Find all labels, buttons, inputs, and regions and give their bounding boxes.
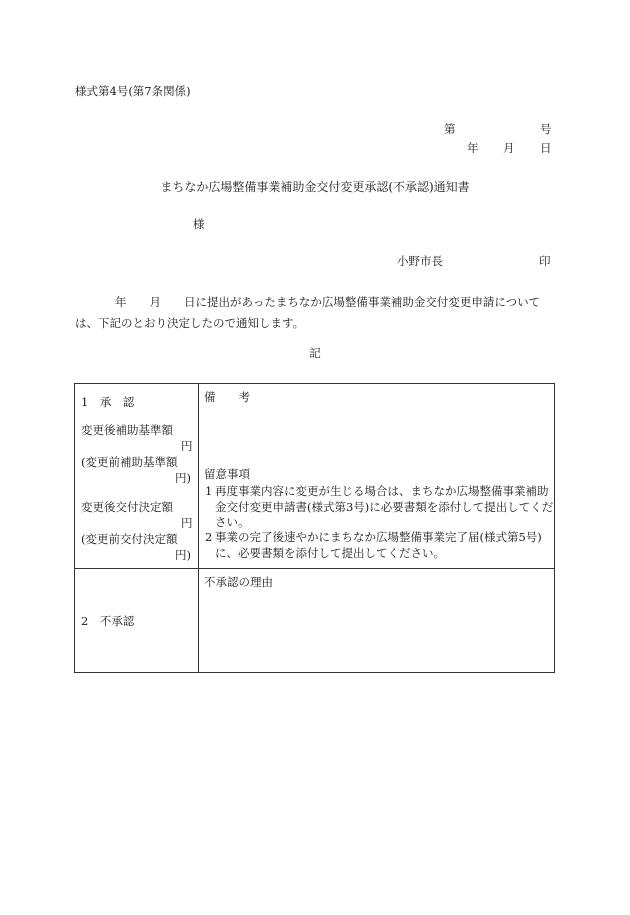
- ki-heading: 記: [309, 346, 321, 360]
- note-item-2-number: 2: [205, 530, 213, 544]
- reject-reason-label: 不承認の理由: [204, 575, 273, 589]
- note-item-2-text: 事業の完了後速やかにまちなか広場整備事業完了届(様式第5号)に、必要書類を添付して提出してください。: [215, 530, 542, 560]
- sender-name: 小野市長: [397, 254, 443, 268]
- base-amount-before-yen: 円): [175, 471, 191, 485]
- table-column-divider: [198, 384, 199, 672]
- base-amount-after-yen: 円: [181, 439, 193, 453]
- note-item-1-text: 再度事業内容に変更が生じる場合は、まちなか広場整備事業補助金交付変更申請書(様式第3号)に必要書類を添付して提出してください。: [215, 484, 554, 529]
- approve-heading: 1 承 認: [81, 395, 135, 409]
- note-item-2: [205, 530, 555, 561]
- remarks-heading: 備 考: [204, 390, 250, 404]
- decision-amount-after-yen: 円: [181, 516, 193, 530]
- note-item-1-number: 1: [205, 484, 213, 498]
- table-row-divider: [75, 568, 554, 569]
- body-year: 年: [115, 295, 127, 309]
- decision-amount-before-yen: 円): [175, 548, 191, 562]
- date-month: 月: [503, 141, 515, 155]
- body-paragraph: [75, 292, 553, 334]
- base-amount-after-label: 変更後補助基準額: [81, 423, 173, 437]
- issue-number-suffix: 号: [540, 122, 552, 136]
- seal-mark: 印: [539, 254, 551, 268]
- date-day: 日: [540, 141, 552, 155]
- note-item-1: [205, 484, 555, 531]
- date-year: 年: [467, 141, 479, 155]
- decision-amount-before-label: (変更前交付決定額: [81, 532, 178, 546]
- addressee-honorific: 様: [193, 217, 205, 231]
- body-text: 日に提出があったまちなか広場整備事業補助金交付変更申請については、下記のとおり決定したので通知します。: [75, 295, 541, 330]
- notes-heading: 留意事項: [204, 467, 250, 481]
- reject-heading: 2 不承認: [81, 614, 135, 628]
- decision-amount-after-label: 変更後交付決定額: [81, 500, 173, 514]
- form-number: 様式第4号(第7条関係): [75, 84, 191, 98]
- decision-table: [74, 383, 555, 673]
- issue-number-prefix: 第: [444, 122, 456, 136]
- body-month: 月: [149, 295, 161, 309]
- document-title: まちなか広場整備事業補助金交付変更承認(不承認)通知書: [160, 180, 470, 194]
- base-amount-before-label: (変更前補助基準額: [81, 455, 178, 469]
